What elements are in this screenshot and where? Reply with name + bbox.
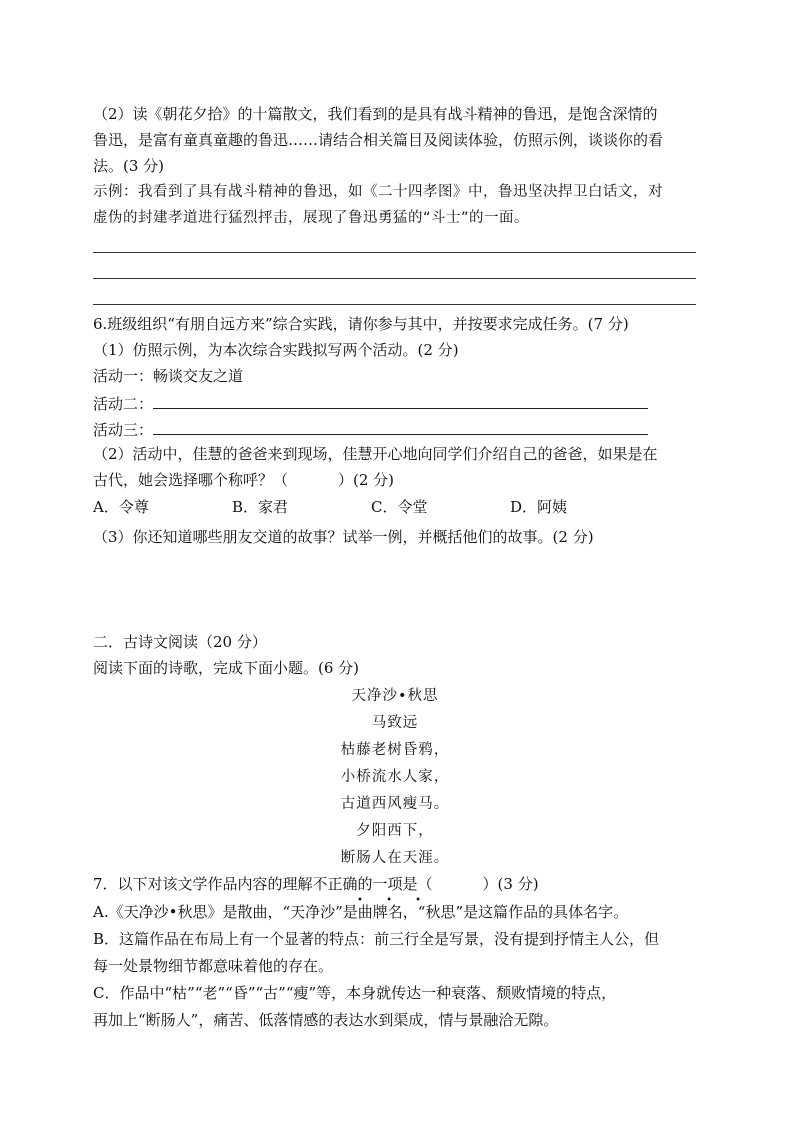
- q5-2-example-line-2: 虚伪的封建孝道进行猛烈抨击，展现了鲁迅勇猛的“斗士”的一面。: [93, 210, 530, 226]
- q7-option-c-line-2: 再加上“断肠人”，痛苦、低落情感的表达水到渠成，情与景融洽无隙。: [93, 1011, 559, 1029]
- q7-option-b-line-1: B．这篇作品在布局上有一个显著的特点：前三行全是写景，没有提到抒情主人公，但: [93, 930, 660, 948]
- answer-line[interactable]: [93, 278, 696, 279]
- q6-sub-2-score: ）(2 分): [338, 471, 395, 489]
- q7-option-b-line-2: 每一处景物细节都意味着他的存在。: [93, 957, 334, 975]
- q5-2-line-3: 法。(3 分): [93, 157, 165, 175]
- emphasis-dots: • • •: [357, 895, 432, 906]
- poem-line: 小桥流水人家，: [340, 769, 450, 785]
- q6-sub-2-line-2: [93, 470, 394, 490]
- poem-line: 古道西风瘦马。: [340, 796, 450, 812]
- section-intro: 阅读下面的诗歌，完成下面小题。(6 分): [93, 659, 360, 677]
- q5-2-line-2: 鲁迅，是富有童真童趣的鲁迅……请结合相关篇目及阅读体验，仿照示例，谈谈你的看: [93, 131, 664, 149]
- q6-sub-3: （3）你还知道哪些朋友交道的故事？试举一例，并概括他们的故事。(2 分): [93, 528, 594, 546]
- q6-activity-2: [93, 392, 648, 414]
- poem-line: 枯藤老树昏鸦，: [340, 742, 450, 758]
- poem-title: 天净沙•秋思: [351, 688, 439, 704]
- activity-3-blank[interactable]: [153, 418, 648, 435]
- q6-activity-3: [93, 418, 648, 440]
- q7-stem-text: 7．以下对该文学作品内容的理解不正确的一项是（: [93, 875, 433, 893]
- activity-2-blank[interactable]: [153, 392, 648, 409]
- q7-stem: [93, 874, 539, 894]
- poem-line: 断肠人在天涯。: [340, 850, 450, 866]
- q6-sub-2-line-1: （2）活动中，佳慧的爸爸来到现场，佳慧开心地向同学们介绍自己的爸爸，如果是在: [93, 445, 658, 463]
- q7-score: ）(3 分): [482, 875, 539, 893]
- q5-2-example-line-1: 示例：我看到了具有战斗精神的鲁迅，如《二十四孝图》中，鲁迅坚决捍卫白话文，对: [93, 184, 663, 200]
- q5-2-line-1: （2）读《朝花夕拾》的十篇散文，我们看到的是具有战斗精神的鲁迅，是饱含深情的: [93, 105, 658, 123]
- activity-3-label: 活动三：: [93, 421, 154, 439]
- q6-option-c: C．令堂: [371, 498, 428, 516]
- q6-activity-1: 活动一：畅谈交友之道: [93, 367, 244, 385]
- answer-line[interactable]: [93, 304, 696, 305]
- q6-option-b: B．家君: [232, 498, 289, 516]
- q7-option-c-line-1: C．作品中“枯”“老”“昏”“古”“瘦”等，本身就传达一种衰落、颓败情境的特点，: [93, 984, 617, 1002]
- q6-sub-1: （1）仿照示例，为本次综合实践拟写两个活动。(2 分): [93, 341, 459, 359]
- q6-option-a: A．令尊: [93, 498, 149, 516]
- activity-2-label: 活动二：: [93, 395, 154, 413]
- poem-author: 马致远: [371, 715, 419, 731]
- section-heading: 二．古诗文阅读（20 分）: [93, 633, 267, 651]
- answer-line[interactable]: [93, 252, 696, 253]
- q6-sub-2-text: 古代，她会选择哪个称呼？（: [93, 471, 289, 489]
- q6-stem: 6.班级组织“有朋自远方来”综合实践，请你参与其中，并按要求完成任务。(7 分): [93, 315, 629, 333]
- q7-option-a: A.《天净沙•秋思》是散曲，“天净沙”是曲牌名，“秋思”是这篇作品的具体名字。: [93, 903, 629, 921]
- poem-line: 夕阳西下，: [356, 823, 434, 839]
- q6-option-d: D．阿姨: [510, 498, 568, 516]
